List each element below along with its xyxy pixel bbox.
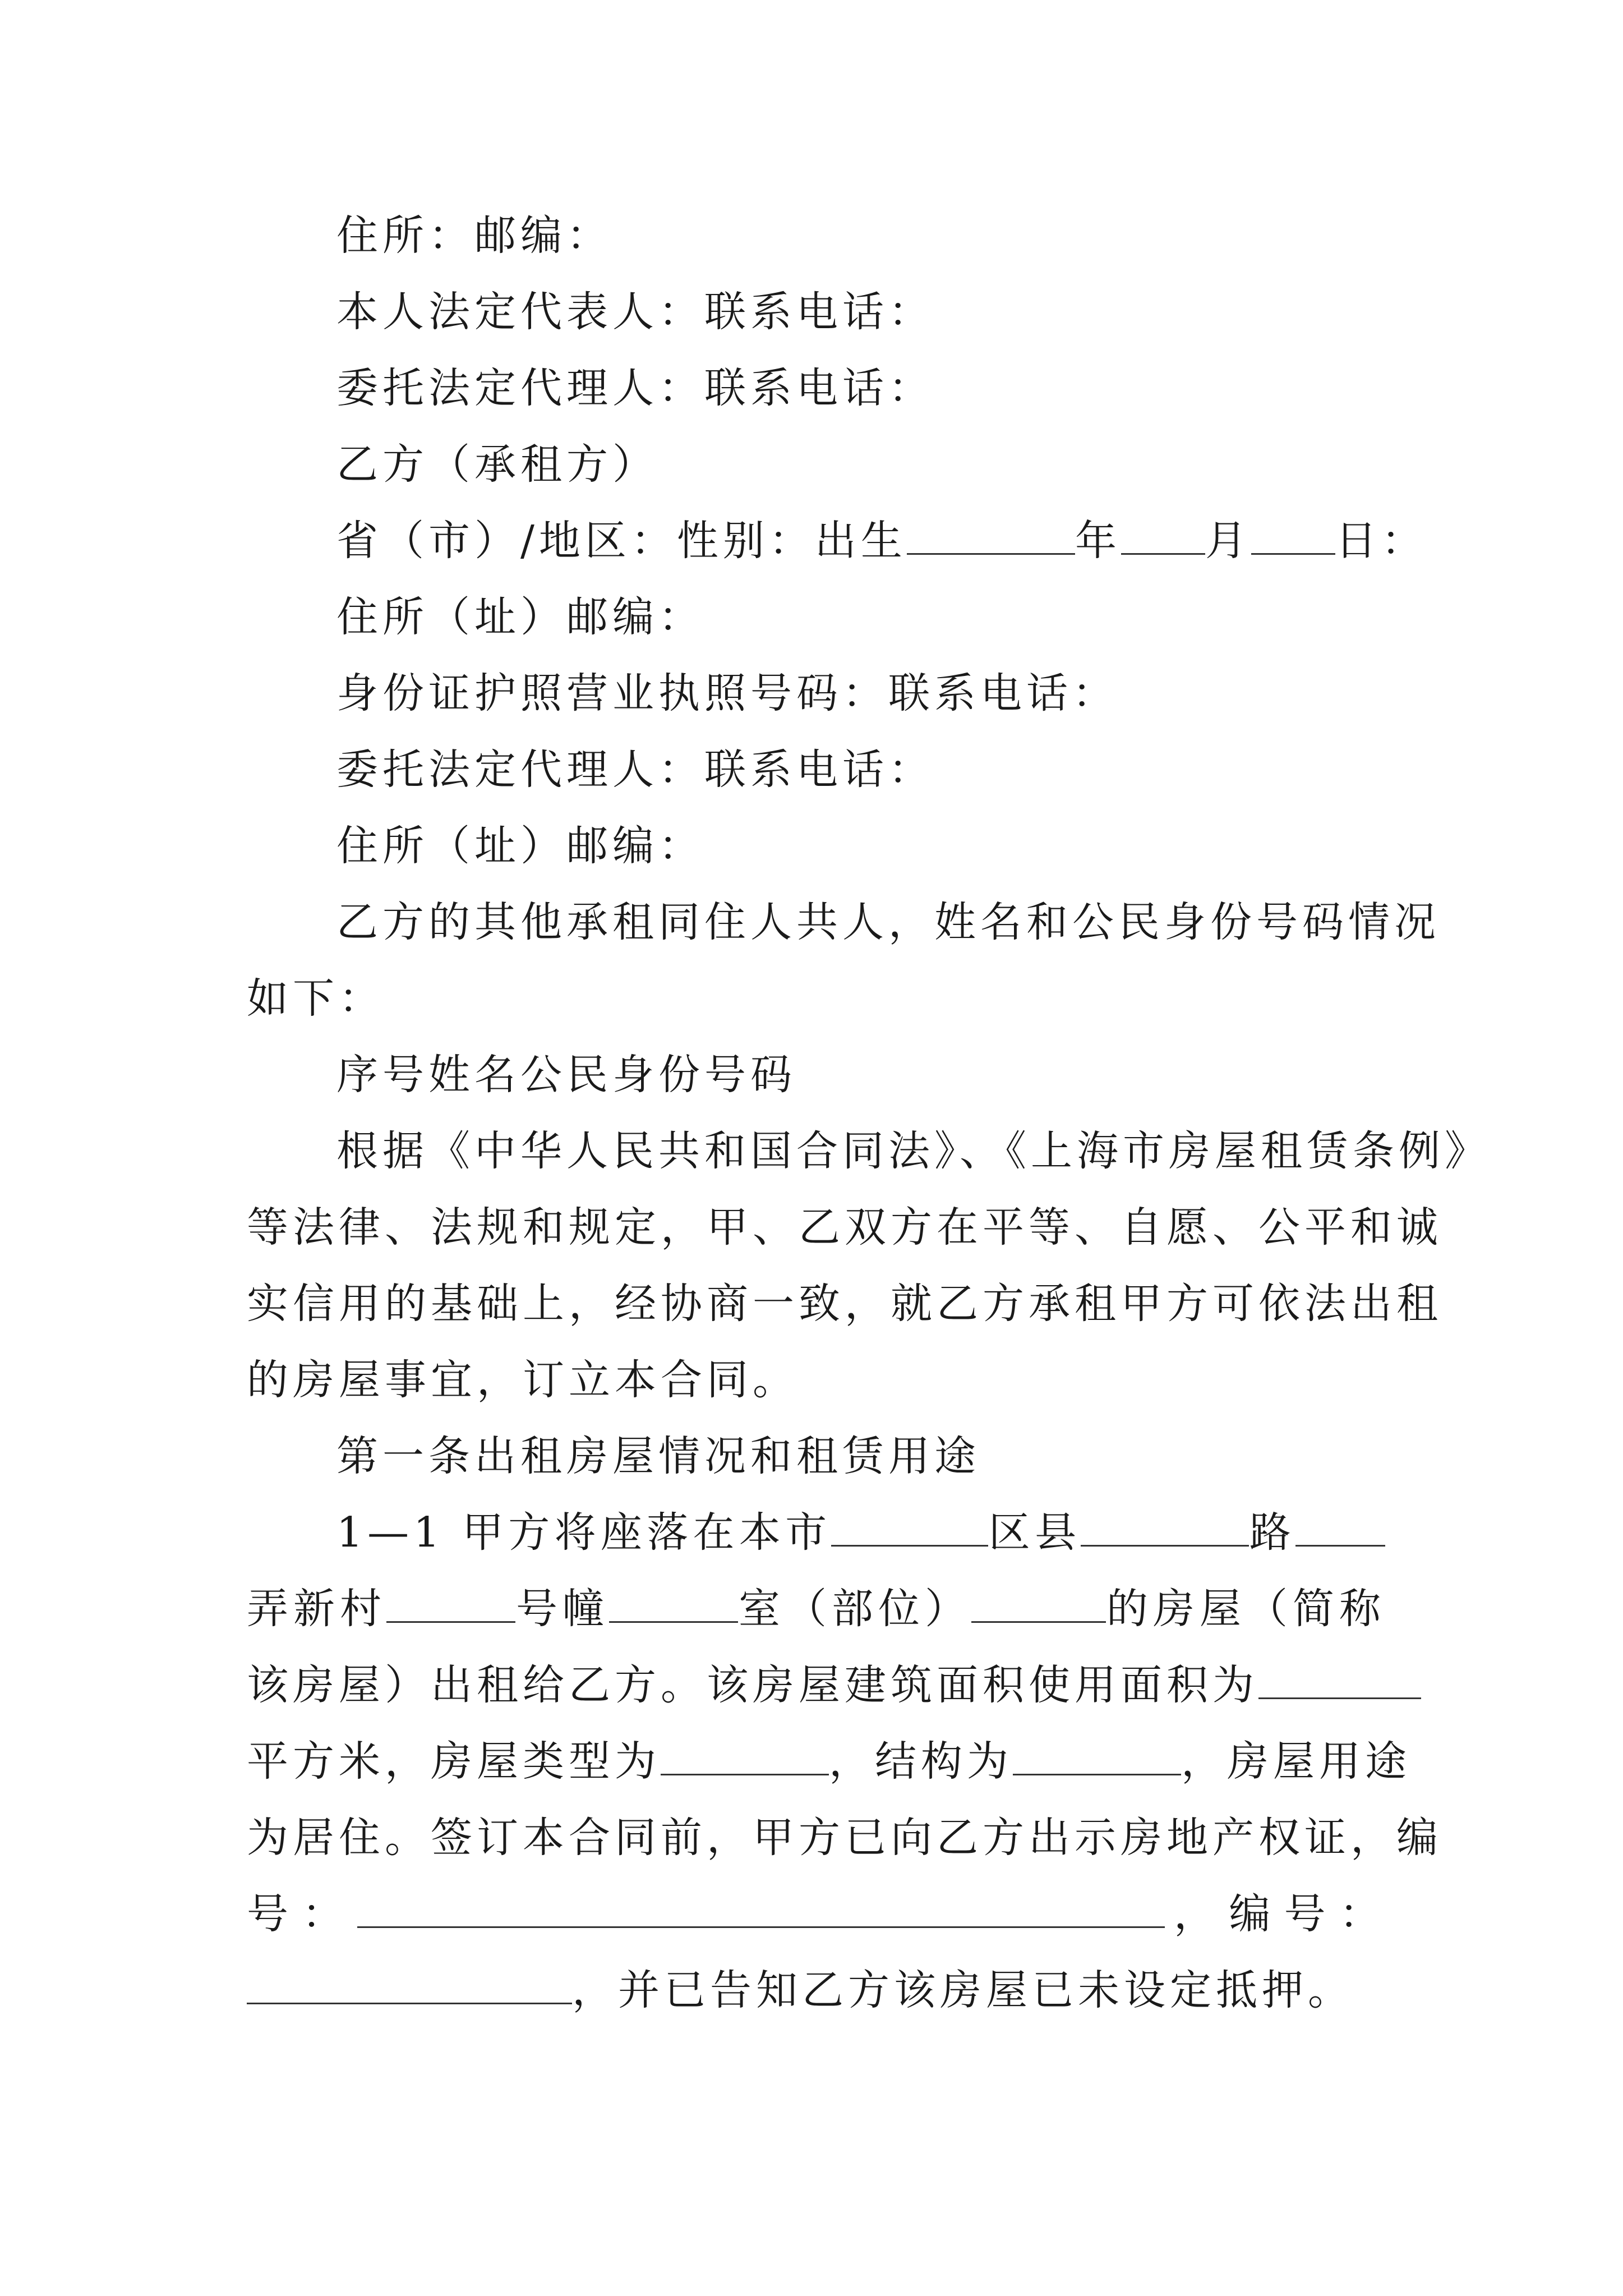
line-text: 的房屋事宜，订立本合同。	[247, 1356, 799, 1404]
text-line	[247, 1352, 1385, 1408]
line-text: 平方米，房屋类型为	[247, 1737, 661, 1786]
line-text: 该房屋）出租给乙方。该房屋建筑面积使用面积为	[247, 1661, 1258, 1709]
article-heading	[336, 1428, 1385, 1484]
line-text: 委托法定代理人：联系电话：	[336, 746, 934, 794]
line-text: 根据《中华人民共和国合同法》、《上海市房屋租赁条例》	[336, 1127, 1491, 1175]
text-line	[336, 665, 1385, 721]
line-text: 号：	[247, 1890, 357, 1938]
line-text: ，编号：	[1164, 1890, 1386, 1938]
line-text: 身份证护照营业执照号码：联系电话：	[336, 669, 1118, 717]
text-line	[247, 1199, 1442, 1255]
line-text: 第一条出租房屋情况和租赁用途	[336, 1432, 980, 1480]
line-text: 路	[1249, 1508, 1296, 1557]
text-line	[336, 742, 1385, 798]
text-line	[336, 284, 1385, 340]
line-text: 月	[1205, 517, 1251, 565]
blank-field	[1295, 1510, 1385, 1547]
text-line	[336, 894, 1440, 950]
line-text: 弄新村	[247, 1585, 386, 1633]
blank-field	[661, 1739, 829, 1775]
blank-field	[1121, 518, 1205, 555]
line-text: 日：	[1335, 517, 1427, 565]
text-line	[247, 1657, 1385, 1713]
line-text: 序号姓名公民身份号码	[336, 1051, 796, 1099]
section-heading	[336, 436, 1385, 493]
line-text: ，结构为	[829, 1737, 1013, 1786]
text-line	[336, 1504, 1385, 1561]
line-text: 住所（址）邮编：	[336, 822, 704, 870]
line-text: 乙方的其他承租同住人共人，姓名和公民身份号码情况	[336, 898, 1440, 946]
blank-field	[1258, 1663, 1421, 1699]
text-line	[336, 1047, 1385, 1103]
blank-field	[357, 1892, 1165, 1928]
text-line	[247, 1581, 1385, 1637]
text-line	[336, 818, 1385, 874]
blank-field	[907, 518, 1075, 555]
line-text: 室（部位）	[738, 1585, 971, 1633]
line-text: 乙方（承租方）	[336, 440, 658, 489]
blank-field	[831, 1510, 988, 1547]
blank-field	[247, 1968, 572, 2004]
text-line	[247, 970, 1385, 1027]
line-text: 委托法定代理人：联系电话：	[336, 364, 934, 412]
text-line	[247, 1733, 1411, 1789]
text-line	[336, 360, 1385, 416]
line-text: 年	[1075, 517, 1121, 565]
line-text: ，房屋用途	[1181, 1737, 1411, 1786]
line-text: 为居住。签订本合同前，甲方已向乙方出示房地产权证，编	[247, 1814, 1442, 1862]
text-line	[247, 1276, 1442, 1332]
line-text: 实信用的基础上，经协商一致，就乙方承租甲方可依法出租	[247, 1280, 1442, 1328]
text-line	[336, 513, 1427, 569]
text-line	[247, 1886, 1385, 1942]
line-text: 住所：邮编：	[336, 211, 612, 260]
line-text: 本人法定代表人：联系电话：	[336, 288, 934, 336]
line-text: 号幢	[515, 1585, 609, 1633]
blank-field	[1081, 1510, 1249, 1547]
text-line	[336, 1123, 1491, 1179]
blank-field	[1251, 518, 1335, 555]
text-line	[336, 208, 1385, 264]
text-line	[336, 589, 1385, 645]
line-text: ，并已告知乙方该房屋已未设定抵押。	[572, 1966, 1354, 2014]
line-text: 1—1 甲方将座落在本市	[336, 1508, 832, 1557]
line-text: 区县	[988, 1508, 1081, 1557]
blank-field	[1013, 1739, 1181, 1775]
line-text: 的房屋（简称	[1106, 1585, 1385, 1633]
blank-field	[386, 1586, 515, 1623]
blank-field	[971, 1586, 1106, 1623]
blank-field	[609, 1586, 738, 1623]
line-text: 如下：	[247, 974, 385, 1023]
line-text: 等法律、法规和规定，甲、乙双方在平等、自愿、公平和诚	[247, 1203, 1442, 1251]
line-text: 省（市）/地区：性别：出生	[336, 517, 907, 565]
line-text: 住所（址）邮编：	[336, 593, 704, 641]
text-line	[247, 1962, 1385, 2018]
text-line	[247, 1810, 1442, 1866]
